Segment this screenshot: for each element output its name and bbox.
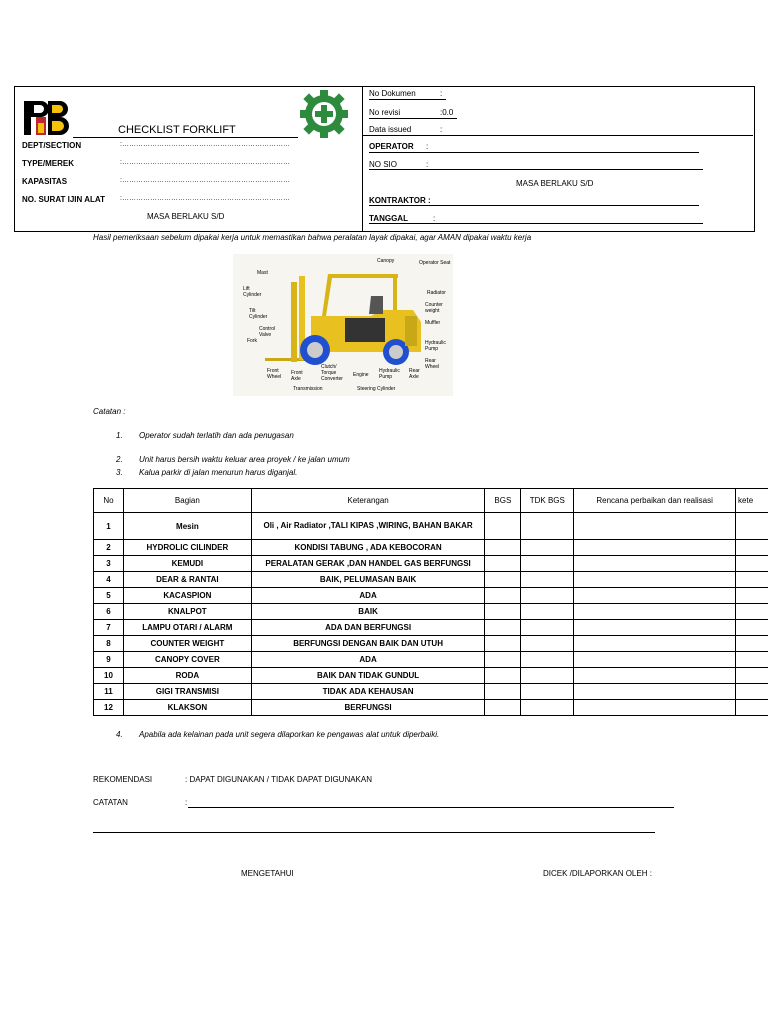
row-bgs[interactable] [485, 604, 521, 620]
table-row [94, 652, 768, 668]
label-rear-axle: Rear Axle [409, 368, 420, 380]
row-keterangan: ADA DAN BERFUNGSI [251, 620, 485, 636]
row-rencana[interactable] [574, 620, 736, 636]
no-sio-value[interactable]: : [426, 160, 429, 169]
row-tdk-bgs[interactable] [521, 588, 574, 604]
row-rencana[interactable] [574, 652, 736, 668]
doc-info-separator [362, 135, 753, 136]
row-keterangan: BAIK, PELUMASAN BAIK [251, 572, 485, 588]
table-row [94, 572, 768, 588]
header-keterangan: Keterangan [251, 489, 485, 513]
header-bgs: BGS [485, 489, 521, 513]
table-row [94, 668, 768, 684]
row-tdk-bgs[interactable] [521, 513, 574, 540]
row-bagian: KEMUDI [123, 556, 251, 572]
title-underline [73, 137, 298, 138]
row-no: 8 [94, 636, 124, 652]
row-tdk-bgs[interactable] [521, 668, 574, 684]
label-hydraulic-pump: Hydraulic Pump [379, 368, 400, 380]
no-dokumen-underline [369, 99, 446, 100]
row-rencana[interactable] [574, 588, 736, 604]
dicek-label: DICEK /DILAPORKAN OLEH : [543, 869, 652, 878]
row-bagian: KNALPOT [123, 604, 251, 620]
row-kete[interactable] [736, 668, 768, 684]
no-revisi-underline [369, 118, 457, 119]
catatan-footer-colon: : [185, 798, 188, 807]
row-bgs[interactable] [485, 556, 521, 572]
row-keterangan: TIDAK ADA KEHAUSAN [251, 684, 485, 700]
label-canopy: Canopy [377, 258, 395, 264]
kontraktor-label: KONTRAKTOR : [369, 196, 431, 205]
row-bagian: Mesin [123, 513, 251, 540]
note-1-text: Operator sudah terlatih dan ada penugasan [139, 431, 294, 440]
row-tdk-bgs[interactable] [521, 540, 574, 556]
company-logo [22, 99, 74, 137]
row-kete[interactable] [736, 540, 768, 556]
note-3-text: Kalua parkir di jalan menurun harus diganjal. [139, 468, 298, 477]
label-muffler: Muffler [425, 320, 441, 326]
no-revisi-label: No revisi [369, 108, 401, 117]
row-kete[interactable] [736, 700, 768, 716]
table-row [94, 513, 768, 540]
row-kete[interactable] [736, 684, 768, 700]
row-bagian: KACASPION [123, 588, 251, 604]
data-issued-value[interactable]: : [440, 125, 443, 134]
note-3-num: 3. [116, 468, 123, 477]
no-sio-underline [369, 169, 703, 170]
type-value[interactable]: :……………………………………………………………… [120, 159, 290, 166]
catatan-line-2[interactable] [93, 832, 655, 833]
label-counterweight: Counter weight [425, 302, 443, 314]
row-bgs[interactable] [485, 620, 521, 636]
intro-text: Hasil pemeriksaan sebelum dipakai kerja untuk memastikan bahwa peralatan layak dipakai, agar AMAN dipakai waktu kerja [93, 233, 532, 242]
label-transmission: Transmission [293, 386, 323, 392]
label-rear-wheel: Rear Wheel [425, 358, 440, 370]
no-dokumen-value[interactable]: : [440, 89, 443, 98]
label-tilt-cylinder: Tilt Cylinder [249, 308, 268, 320]
row-rencana[interactable] [574, 513, 736, 540]
table-row [94, 604, 768, 620]
row-bgs[interactable] [485, 700, 521, 716]
catatan-label: Catatan : [93, 407, 126, 416]
row-no: 3 [94, 556, 124, 572]
type-label: TYPE/MEREK [22, 159, 75, 168]
rekomendasi-value[interactable]: : DAPAT DIGUNAKAN / TIDAK DAPAT DIGUNAKAN [185, 775, 372, 784]
label-steering-cylinder: Steering Cylinder [357, 386, 396, 392]
label-lift-cylinder: Lift Cylinder [243, 286, 262, 298]
row-no: 11 [94, 684, 124, 700]
row-no: 1 [94, 513, 124, 540]
row-tdk-bgs[interactable] [521, 556, 574, 572]
row-keterangan: BAIK [251, 604, 485, 620]
note-2-num: 2. [116, 455, 123, 464]
row-no: 9 [94, 652, 124, 668]
row-tdk-bgs[interactable] [521, 636, 574, 652]
row-no: 10 [94, 668, 124, 684]
row-rencana[interactable] [574, 556, 736, 572]
row-no: 5 [94, 588, 124, 604]
row-bgs[interactable] [485, 513, 521, 540]
row-kete[interactable] [736, 636, 768, 652]
label-engine: Engine [353, 372, 369, 378]
mengetahui-label: MENGETAHUI [241, 869, 294, 878]
dept-value[interactable]: :……………………………………………………………… [120, 141, 290, 148]
row-kete[interactable] [736, 513, 768, 540]
row-tdk-bgs[interactable] [521, 620, 574, 636]
row-bagian: CANOPY COVER [123, 652, 251, 668]
row-keterangan: Oli , Air Radiator ,TALI KIPAS ,WIRING, BAHAN BAKAR [251, 513, 485, 540]
label-radiator: Radiator [427, 290, 446, 296]
label-front-axle: Front Axle [291, 370, 303, 382]
note-2-text: Unit harus bersih waktu keluar area proyek / ke jalan umum [139, 455, 350, 464]
row-bgs[interactable] [485, 652, 521, 668]
row-kete[interactable] [736, 620, 768, 636]
row-bagian: KLAKSON [123, 700, 251, 716]
row-kete[interactable] [736, 572, 768, 588]
forklift-diagram [233, 254, 453, 396]
row-rencana[interactable] [574, 604, 736, 620]
row-keterangan: ADA [251, 652, 485, 668]
row-kete[interactable] [736, 652, 768, 668]
label-clutch: Clutch/ Torque Converter [321, 364, 343, 382]
row-bgs[interactable] [485, 588, 521, 604]
row-rencana[interactable] [574, 572, 736, 588]
right-masa-berlaku: MASA BERLAKU S/D [516, 179, 594, 188]
form-title: CHECKLIST FORKLIFT [118, 124, 236, 136]
row-bagian: DEAR & RANTAI [123, 572, 251, 588]
note-1-num: 1. [116, 431, 123, 440]
row-tdk-bgs[interactable] [521, 684, 574, 700]
kapasitas-value[interactable]: :……………………………………………………………… [120, 177, 290, 184]
table-row [94, 620, 768, 636]
note-4-num: 4. [116, 730, 123, 739]
row-kete[interactable] [736, 556, 768, 572]
label-hydraulic-pump-top: Hydraulic Pump [425, 340, 446, 352]
tanggal-value[interactable]: : [433, 214, 436, 223]
row-rencana[interactable] [574, 540, 736, 556]
table-row [94, 636, 768, 652]
row-bgs[interactable] [485, 684, 521, 700]
safety-gear-icon [297, 88, 351, 140]
row-no: 12 [94, 700, 124, 716]
no-sio-label: NO SIO [369, 160, 398, 169]
row-rencana[interactable] [574, 636, 736, 652]
header-bagian: Bagian [123, 489, 251, 513]
kapasitas-label: KAPASITAS [22, 177, 68, 186]
row-bagian: HYDROLIC CILINDER [123, 540, 251, 556]
label-operator-seat: Operator Seat [419, 260, 451, 266]
table-row [94, 556, 768, 572]
row-keterangan: BERFUNGSI [251, 700, 485, 716]
table-row [94, 540, 768, 556]
surat-ijin-value[interactable]: :……………………………………………………………… [120, 195, 290, 202]
row-bgs[interactable] [485, 572, 521, 588]
row-rencana[interactable] [574, 684, 736, 700]
row-bagian: COUNTER WEIGHT [123, 636, 251, 652]
row-kete[interactable] [736, 604, 768, 620]
checklist-table [93, 488, 768, 716]
row-rencana[interactable] [574, 668, 736, 684]
header-tdk-bgs: TDK BGS [521, 489, 574, 513]
header-divider [362, 87, 363, 231]
header-rencana: Rencana perbaikan dan realisasi [574, 489, 736, 513]
row-rencana[interactable] [574, 700, 736, 716]
row-tdk-bgs[interactable] [521, 652, 574, 668]
header-kete: kete [736, 489, 768, 513]
label-front-wheel: Front Wheel [267, 368, 282, 380]
row-bagian: GIGI TRANSMISI [123, 684, 251, 700]
row-tdk-bgs[interactable] [521, 572, 574, 588]
table-row [94, 588, 768, 604]
row-no: 4 [94, 572, 124, 588]
label-control-valve: Control Valve [259, 326, 276, 338]
catatan-footer-label: CATATAN [93, 798, 128, 807]
row-bgs[interactable] [485, 540, 521, 556]
table-row [94, 700, 768, 716]
header-no: No [94, 489, 124, 513]
row-keterangan: BERFUNGSI DENGAN BAIK DAN UTUH [251, 636, 485, 652]
no-dokumen-label: No Dokumen [369, 89, 416, 98]
row-no: 7 [94, 620, 124, 636]
table-row [94, 684, 768, 700]
surat-ijin-label: NO. SURAT IJIN ALAT [22, 195, 105, 204]
operator-label: OPERATOR [369, 142, 414, 151]
label-mast: Mast [257, 270, 268, 276]
row-bagian: RODA [123, 668, 251, 684]
table-header-row [94, 489, 768, 513]
row-keterangan: KONDISI TABUNG , ADA KEBOCORAN [251, 540, 485, 556]
operator-underline [369, 152, 699, 153]
row-no: 2 [94, 540, 124, 556]
operator-value[interactable]: : [426, 142, 429, 151]
row-keterangan: PERALATAN GERAK ,DAN HANDEL GAS BERFUNGSI [251, 556, 485, 572]
row-bgs[interactable] [485, 636, 521, 652]
table-body [94, 513, 768, 716]
label-fork: Fork [247, 338, 257, 344]
row-tdk-bgs[interactable] [521, 604, 574, 620]
rekomendasi-label: REKOMENDASI [93, 775, 153, 784]
data-issued-label: Data issued [369, 125, 412, 134]
left-masa-berlaku: MASA BERLAKU S/D [147, 212, 225, 221]
note-4-text: Apabila ada kelainan pada unit segera dilaporkan ke pengawas alat untuk diperbaiki. [139, 730, 440, 739]
kontraktor-underline [369, 205, 699, 206]
tanggal-label: TANGGAL [369, 214, 408, 223]
dept-label: DEPT/SECTION [22, 141, 82, 150]
row-kete[interactable] [736, 588, 768, 604]
row-keterangan: ADA [251, 588, 485, 604]
catatan-line-1[interactable] [188, 807, 674, 808]
row-keterangan: BAIK DAN TIDAK GUNDUL [251, 668, 485, 684]
row-no: 6 [94, 604, 124, 620]
row-bgs[interactable] [485, 668, 521, 684]
row-tdk-bgs[interactable] [521, 700, 574, 716]
tanggal-underline [369, 223, 703, 224]
row-bagian: LAMPU OTARI / ALARM [123, 620, 251, 636]
no-revisi-value[interactable]: :0.0 [440, 108, 454, 117]
